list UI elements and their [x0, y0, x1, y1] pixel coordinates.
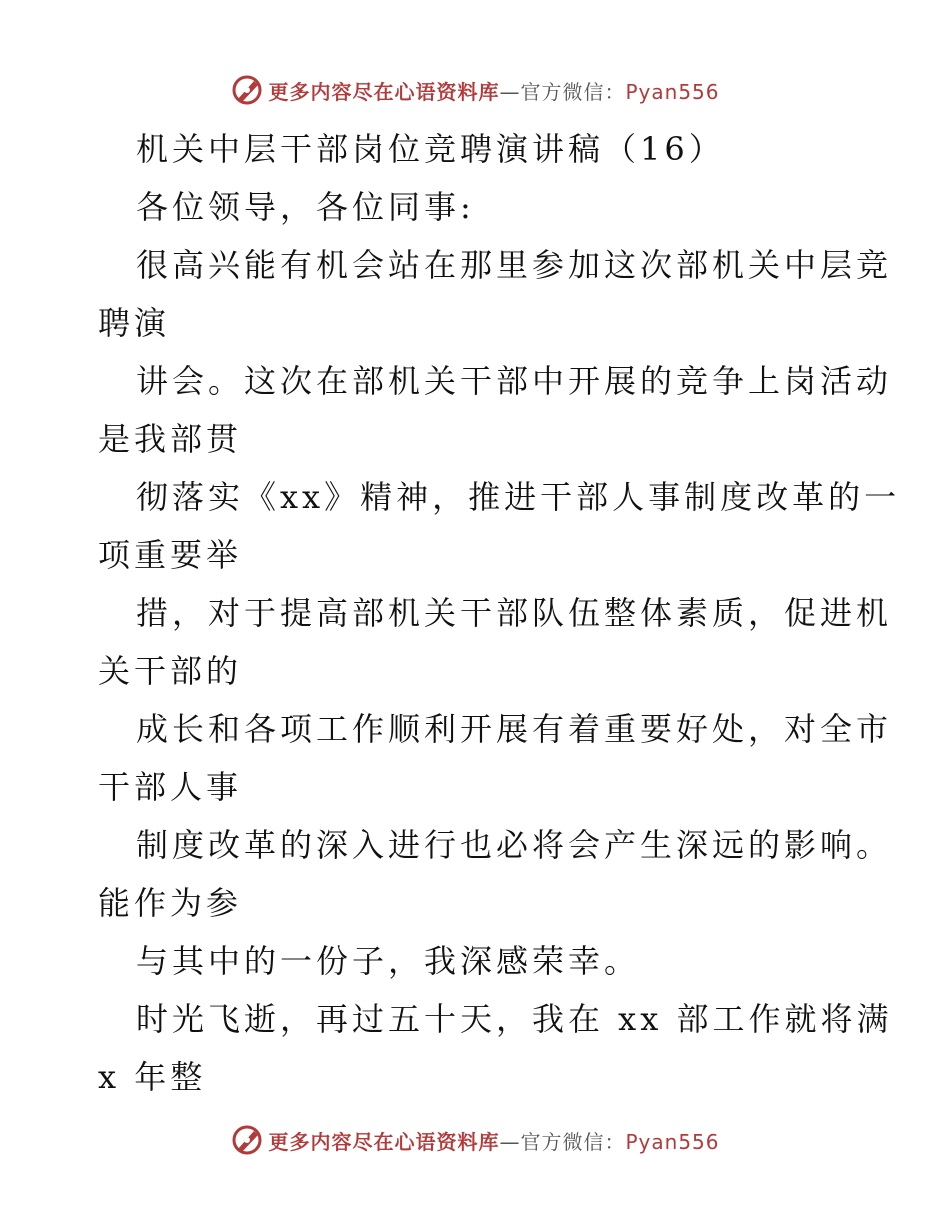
banner-dash: — [499, 1129, 521, 1154]
document-line: 是我部贯 [98, 420, 243, 458]
banner-text [268, 1126, 719, 1155]
pen-logo-icon [230, 73, 264, 107]
document-line: 机关中层干部岗位竞聘演讲稿（16） [136, 130, 725, 168]
document-line: 制度改革的深入进行也必将会产生深远的影响。 [136, 826, 893, 864]
pen-logo-icon [230, 1123, 264, 1157]
document-line: 各位领导，各位同事: [136, 188, 475, 226]
banner-wechat-label: 官方微信： [520, 79, 626, 104]
banner-brand-text: 更多内容尽在心语资料库 [268, 79, 500, 104]
banner-text [268, 76, 719, 105]
document-line: 成长和各项工作顺利开展有着重要好处，对全市 [136, 710, 893, 748]
document-line: 关干部的 [98, 652, 243, 690]
document-line: 时光飞逝，再过五十天，我在 xx 部工作就将满 [136, 1000, 893, 1038]
document-line: 讲会。这次在部机关干部中开展的竞争上岗活动 [136, 362, 893, 400]
document-line: 聘演 [98, 304, 171, 342]
document-line: 很高兴能有机会站在那里参加这次部机关中层竞 [136, 246, 893, 284]
banner-wechat-id: Pyan556 [625, 1129, 720, 1154]
document-line: 彻落实《xx》精神，推进干部人事制度改革的一 [136, 478, 901, 516]
banner-wechat-label: 官方微信： [520, 1129, 626, 1154]
document-line: 能作为参 [98, 884, 243, 922]
document-body [98, 120, 901, 1106]
banner-dash: — [499, 79, 521, 104]
document-line: 项重要举 [98, 536, 243, 574]
banner-brand-text: 更多内容尽在心语资料库 [268, 1129, 500, 1154]
document-line: 与其中的一份子，我深感荣幸。 [136, 942, 641, 980]
header-banner [0, 70, 950, 110]
document-line: 干部人事 [98, 768, 243, 806]
footer-banner [0, 1120, 950, 1160]
document-line: 措，对于提高部机关干部队伍整体素质，促进机 [136, 594, 893, 632]
banner-wechat-id: Pyan556 [625, 79, 720, 104]
document-line: x 年整 [98, 1058, 207, 1096]
